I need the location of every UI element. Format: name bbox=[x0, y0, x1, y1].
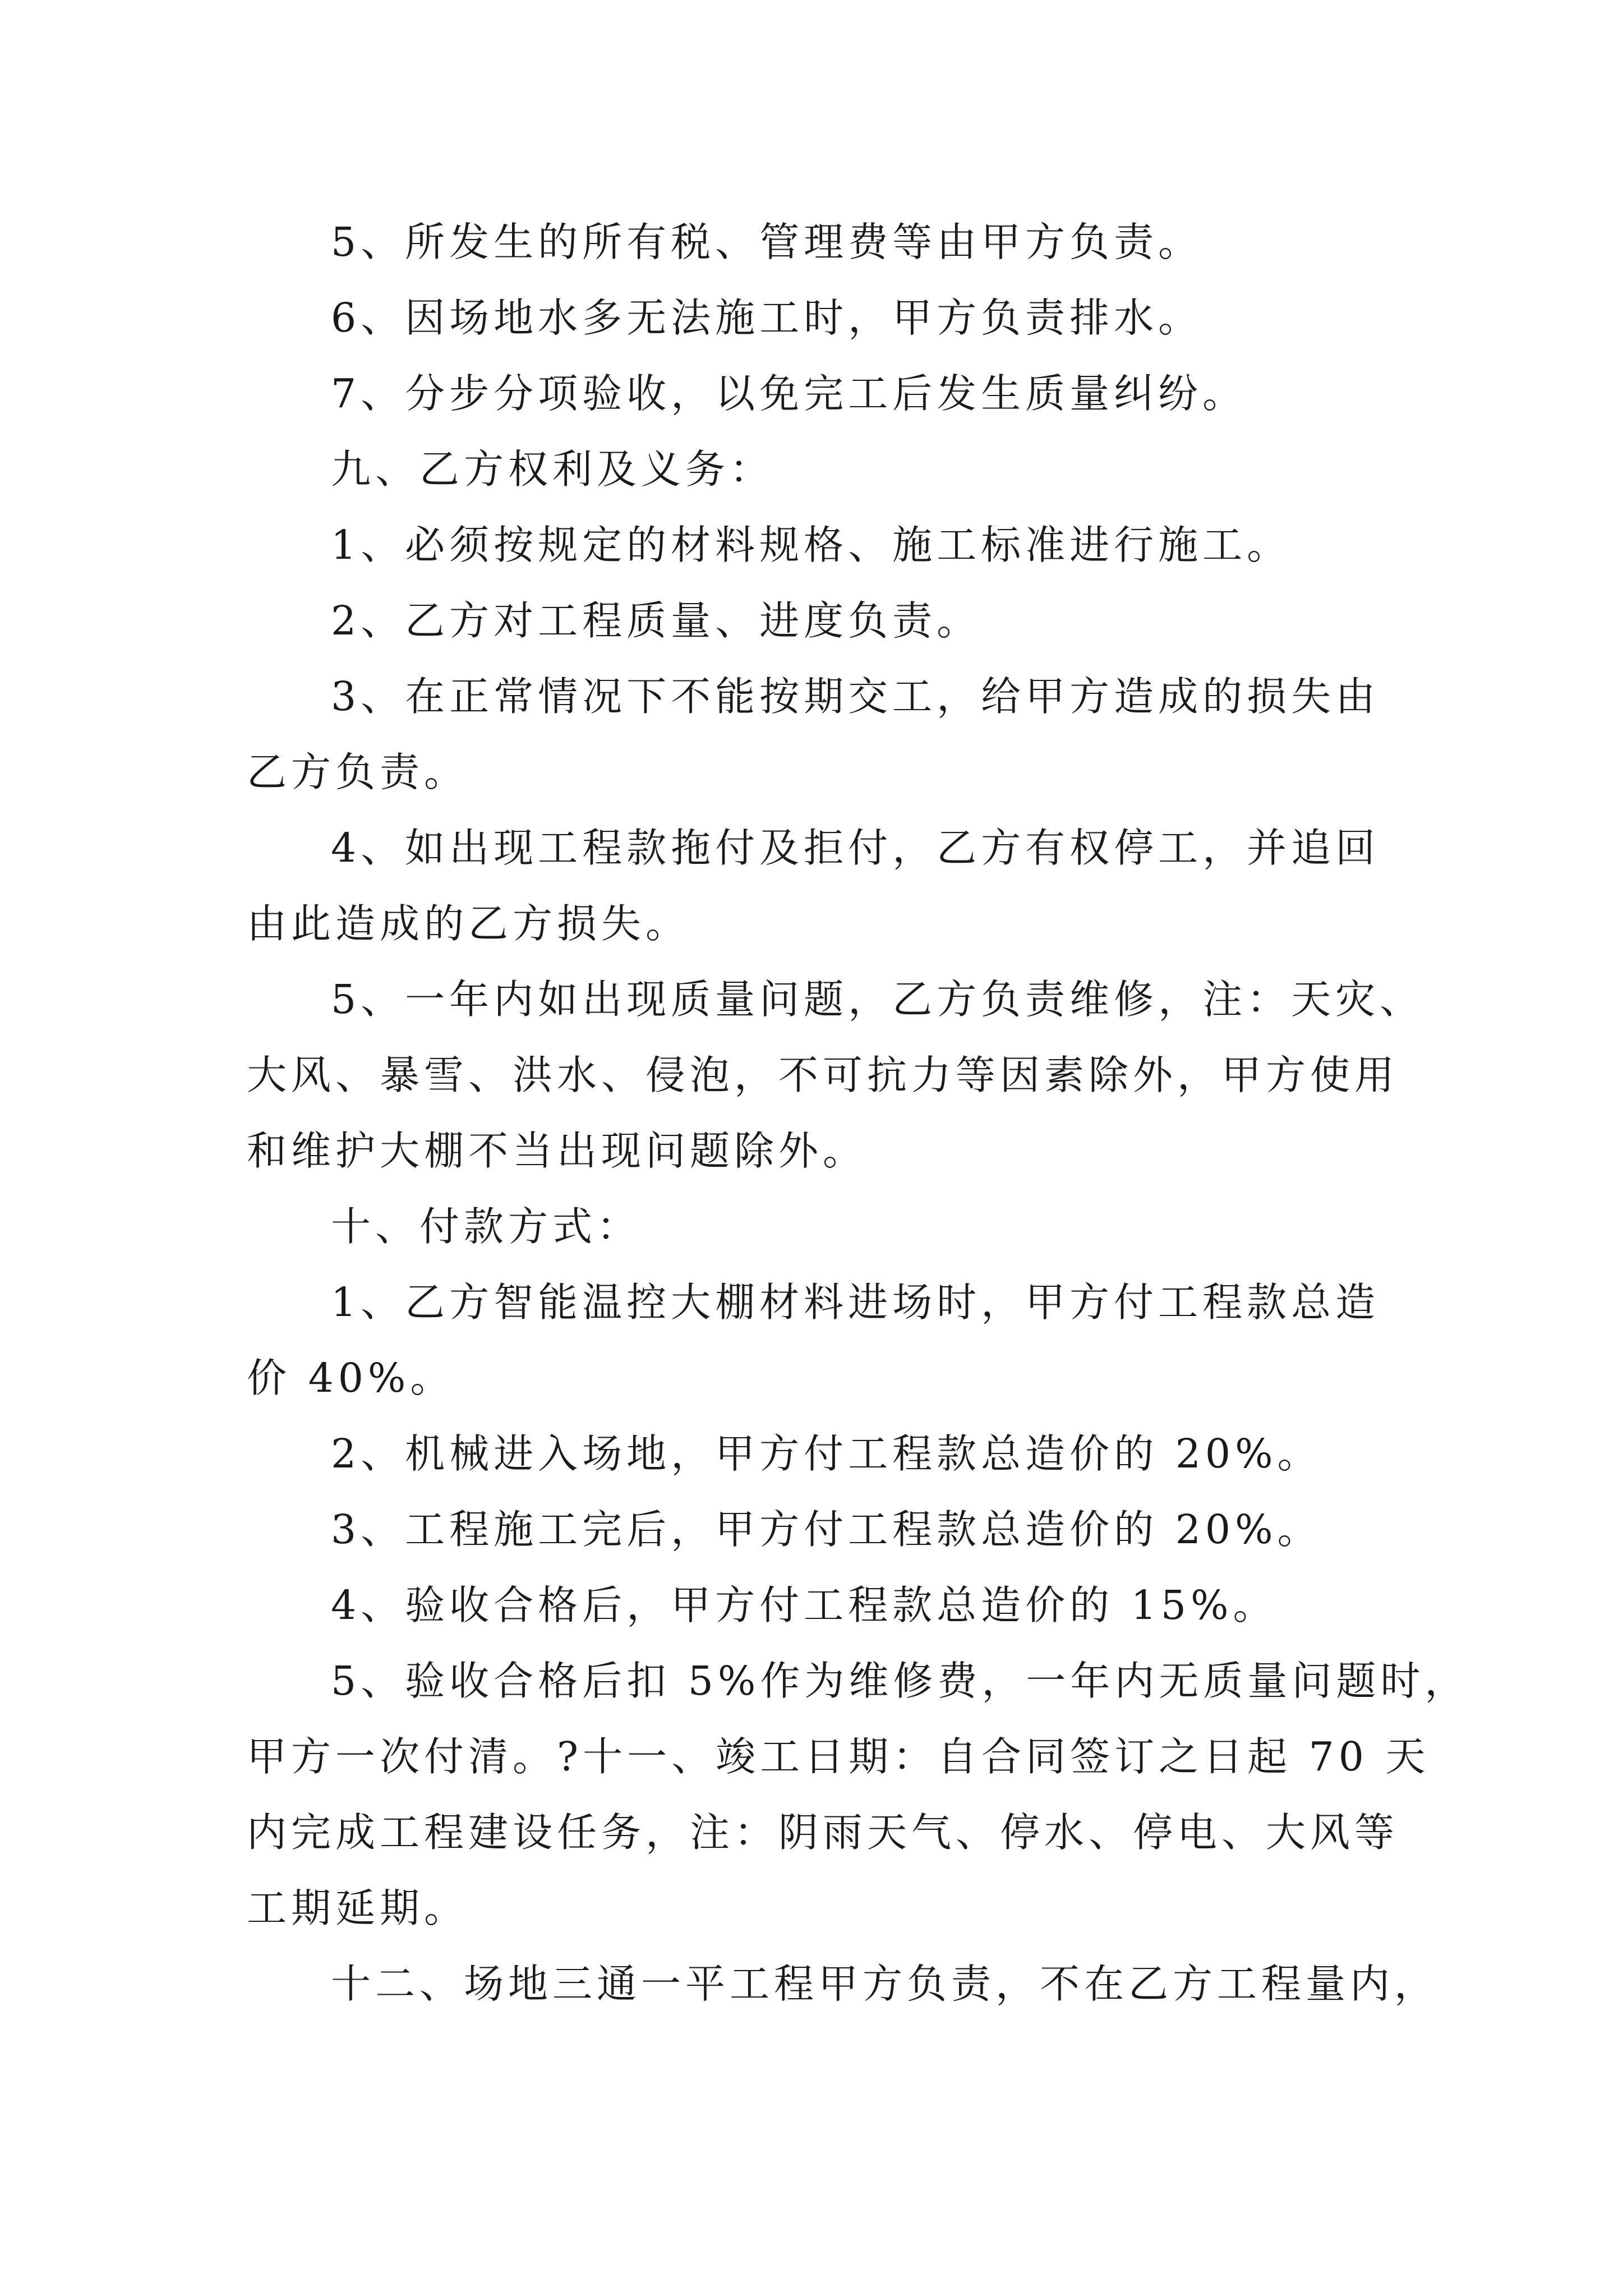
text-line: 6、因场地水多无法施工时，甲方负责排水。 bbox=[331, 295, 1203, 341]
text-line: 由此造成的乙方损失。 bbox=[247, 900, 690, 947]
text-line: 和维护大棚不当出现问题除外。 bbox=[247, 1128, 868, 1174]
text-line: 甲方一次付清。?十一、竣工日期：自合同签订之日起 70 天 bbox=[247, 1733, 1430, 1780]
text-line: 工期延期。 bbox=[247, 1885, 469, 1931]
text-line: 2、机械进入场地，甲方付工程款总造价的 20%。 bbox=[331, 1430, 1322, 1477]
text-line: 乙方负责。 bbox=[247, 749, 469, 795]
text-line: 5、所发生的所有税、管理费等由甲方负责。 bbox=[331, 219, 1203, 265]
text-line: 4、验收合格后，甲方付工程款总造价的 15%。 bbox=[331, 1582, 1278, 1628]
text-line: 价 40%。 bbox=[247, 1355, 455, 1401]
text-line: 2、乙方对工程质量、进度负责。 bbox=[331, 597, 981, 644]
text-line: 大风、暴雪、洪水、侵泡，不可抗力等因素除外，甲方使用 bbox=[247, 1052, 1399, 1098]
text-line: 3、工程施工完后，甲方付工程款总造价的 20%。 bbox=[331, 1506, 1322, 1553]
text-line: 1、必须按规定的材料规格、施工标准进行施工。 bbox=[331, 522, 1292, 568]
text-line: 十二、场地三通一平工程甲方负责，不在乙方工程量内， bbox=[331, 1961, 1439, 2007]
section-heading: 十、付款方式： bbox=[331, 1203, 642, 1250]
section-heading: 九、乙方权利及义务： bbox=[331, 446, 774, 493]
text-line: 7、分步分项验收，以免完工后发生质量纠纷。 bbox=[331, 370, 1247, 417]
text-line: 5、验收合格后扣 5%作为维修费，一年内无质量问题时， bbox=[331, 1658, 1469, 1704]
text-line: 1、乙方智能温控大棚材料进场时，甲方付工程款总造 bbox=[331, 1279, 1380, 1326]
text-line: 内完成工程建设任务，注：阴雨天气、停水、停电、大风等 bbox=[247, 1809, 1399, 1856]
text-line: 5、一年内如出现质量问题，乙方负责维修，注：天灾、 bbox=[331, 976, 1424, 1023]
text-line: 4、如出现工程款拖付及拒付，乙方有权停工，并追回 bbox=[331, 825, 1380, 871]
text-line: 3、在正常情况下不能按期交工，给甲方造成的损失由 bbox=[331, 673, 1380, 720]
document-body bbox=[247, 204, 1469, 2022]
